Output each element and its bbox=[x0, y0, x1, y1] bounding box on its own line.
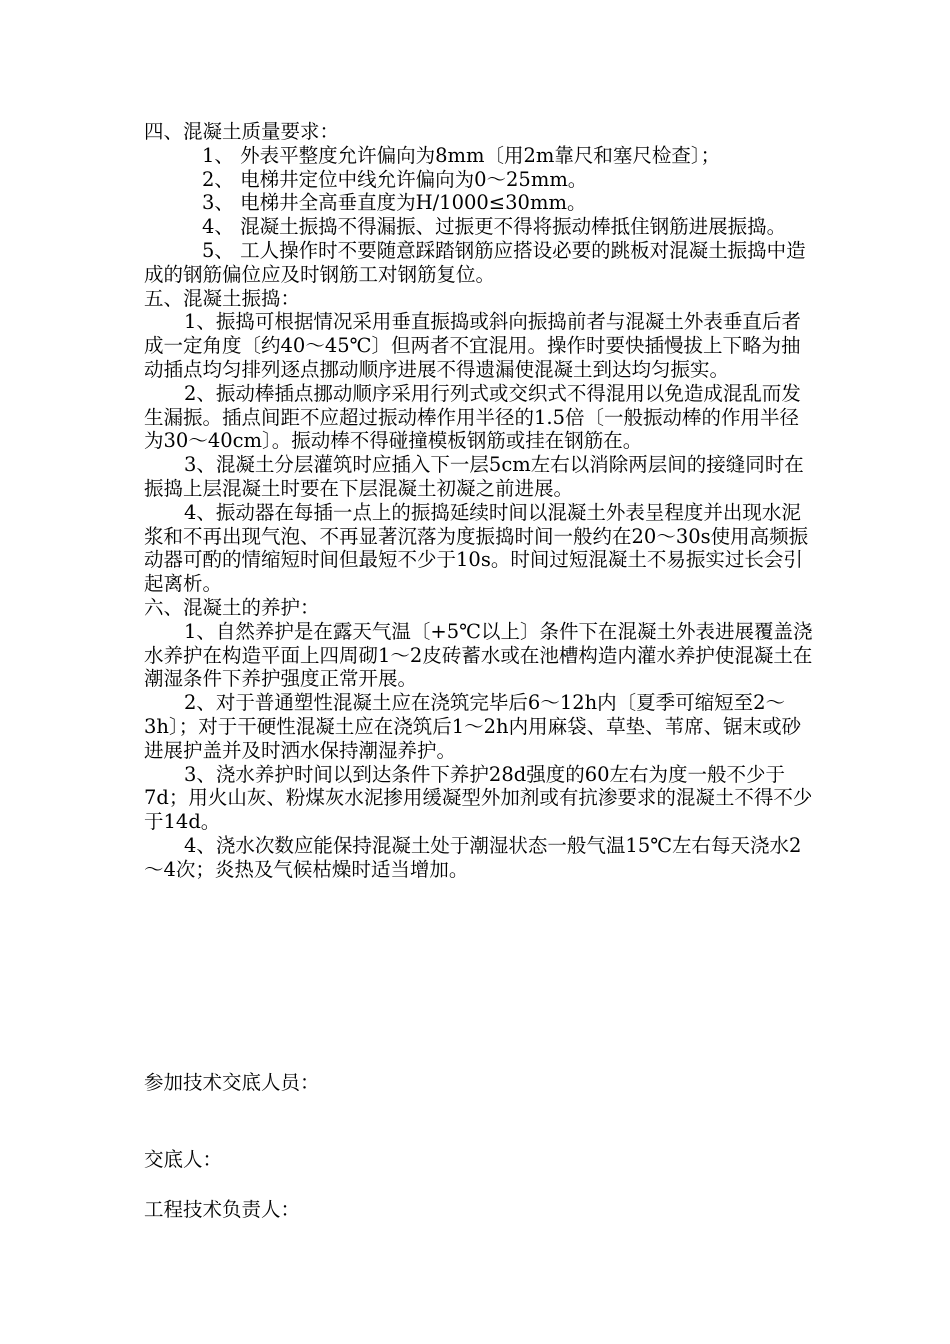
section-6-item-1: 1、自然养护是在露天气温〔+5℃以上〕条件下在混凝土外表进展覆盖浇水养护在构造平面上四周砌1～2皮砖蓄水或在池槽构造内灌水养护使混凝土在潮湿条件下养护强度正常开展。 bbox=[144, 619, 813, 691]
section-5-item-3: 3、混凝土分层灌筑时应插入下一层5cm左右以消除两层间的接缝同时在振捣上层混凝土时要在下层混凝土初凝之前进展。 bbox=[144, 453, 804, 500]
section-6-heading: 六、混凝土的养护： bbox=[144, 595, 320, 619]
section-4-item-3: 3、 电梯井全高垂直度为H/1000≤30mm。 bbox=[202, 191, 587, 215]
presenter-label: 交底人： bbox=[144, 1148, 223, 1171]
section-4-item-1: 1、 外表平整度允许偏向为8mm〔用2m靠尺和塞尺检查〕； bbox=[202, 143, 721, 167]
section-4-item-4: 4、 混凝土振捣不得漏振、过振更不得将振动棒抵住钢筋进展振捣。 bbox=[202, 215, 787, 239]
section-5-item-2: 2、振动棒插点挪动顺序采用行列式或交织式不得混用以免造成混乱而发生漏振。插点间距不应超过振动棒作用半径的1.5倍〔一般振动棒的作用半径为30～40cm〕。振动棒不得碰撞模板钢筋或挂在钢筋在。 bbox=[144, 381, 801, 453]
section-6-item-3: 3、浇水养护时间以到达条件下养护28d强度的60左右为度一般不少于7d；用火山灰、粉煤灰水泥掺用缓凝型外加剂或有抗渗要求的混凝土不得不少于14d。 bbox=[144, 762, 813, 834]
section-5-item-1: 1、振捣可根据情况采用垂直振捣或斜向振捣前者与混凝土外表垂直后者成一定角度〔约40～45℃〕但两者不宜混用。操作时要快插慢拔上下略为抽动插点均匀排列逐点挪动顺序进展不得遗漏使混凝土到达均匀振实。 bbox=[144, 310, 801, 381]
section-4-item-2: 2、 电梯井定位中线允许偏向为0～25mm。 bbox=[202, 167, 588, 191]
document-body bbox=[144, 120, 814, 882]
tech-lead-label: 工程技术负责人： bbox=[144, 1198, 301, 1221]
participants-label: 参加技术交底人员： bbox=[144, 1071, 320, 1094]
section-5-item-4: 4、振动器在每插一点上的振捣延续时间以混凝土外表呈程度并出现水泥浆和不再出现气泡、不再显著沉落为度振捣时间一般约在20～30s使用高频振动器可酌的情缩短时间但最短不少于10s。时间过短混凝土不易振实过长会引起离析。 bbox=[144, 500, 809, 596]
section-4-heading: 四、混凝土质量要求： bbox=[144, 120, 340, 143]
section-4-item-5: 5、 工人操作时不要随意踩踏钢筋应搭设必要的跳板对混凝土振捣中造成的钢筋偏位应及时钢筋工对钢筋复位。 bbox=[144, 238, 806, 286]
section-6-item-4: 4、浇水次数应能保持混凝土处于潮湿状态一般气温15℃左右每天浇水2～4次；炎热及气候枯燥时适当增加。 bbox=[144, 833, 802, 881]
section-5-heading: 五、混凝土振捣： bbox=[144, 286, 301, 310]
section-6-item-2: 2、对于普通塑性混凝土应在浇筑完毕后6～12h内〔夏季可缩短至2～3h〕；对于干硬性混凝土应在浇筑后1～2h内用麻袋、草垫、苇席、锯末或砂进展护盖并及时洒水保持潮湿养护。 bbox=[144, 691, 802, 762]
